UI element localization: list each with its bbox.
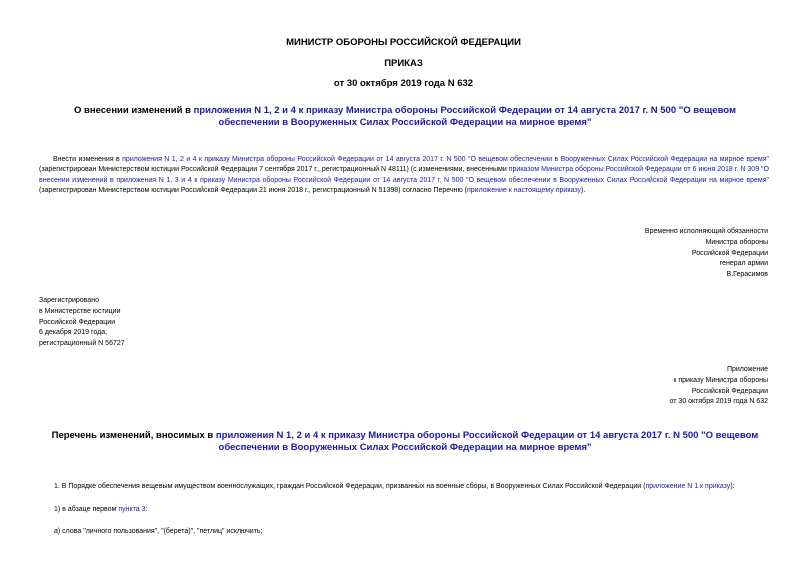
appendix-line: к приказу Министра обороны <box>673 376 768 384</box>
item-text: 1. В Порядке обеспечения вещевым имуществом военнослужащих, граждан Российской Федерации, призванных на военные сборы, в Вооруженных Силах Российской Федерации ( <box>54 483 646 490</box>
body-link-order-309[interactable]: приказом Министра обороны Российской Федерации от 6 июня 2018 г. N 309 "О внесении изменений в приложения N 1, 3 и 4 к приказу Министра обороны Российской Федерации от 14 августа 2017 г. N 500 "О вещевом обеспечении в Вооруженных Силах Российской Федерации на мирное время" <box>39 166 769 184</box>
appendix-block <box>568 365 768 408</box>
signature-line: Российской Федерации <box>691 249 768 257</box>
body-text-3: (зарегистрирован Министерством юстиции Российской Федерации 21 июня 2018 г., регистрационный N 51398) согласно Перечню ( <box>39 186 467 194</box>
registration-line: в Министерстве юстиции <box>39 307 121 315</box>
appendix-line: Приложение <box>726 366 768 373</box>
appendix-line: Российской Федерации <box>691 387 768 395</box>
order-body-paragraph <box>39 155 769 196</box>
registration-line: регистрационный N 56727 <box>39 340 125 348</box>
registration-line: Российской Федерации <box>39 318 116 326</box>
signature-line: В.Герасимов <box>726 271 768 279</box>
order-date-number: от 30 октября 2019 года N 632 <box>333 78 474 89</box>
item-link-appendix-1[interactable]: приложение N 1 к приказу <box>645 483 731 490</box>
body-text-1: Внести изменения в <box>53 156 123 163</box>
item-text: 1) в абзаце первом <box>54 506 119 513</box>
item-text: а) слова "личного пользования", "(берета)", "петлиц" исключить; <box>54 528 263 535</box>
signature-line: генерал армии <box>719 260 768 268</box>
document-title-link[interactable]: приложения N 1, 2 и 4 к приказу Министра обороны Российской Федерации от 14 августа 2017 г. N 500 "О вещевом обеспечении в Вооруженных Силах Российской Федерации на мирное время" <box>193 105 737 128</box>
appendix-line: от 30 октября 2019 года N 632 <box>669 398 768 406</box>
document-title-prefix: О внесении изменений в <box>73 105 194 116</box>
item-link-point-3[interactable]: пункта 3 <box>118 506 146 513</box>
list-title <box>30 430 780 454</box>
minister-heading: МИНИСТР ОБОРОНЫ РОССИЙСКОЙ ФЕДЕРАЦИИ <box>286 37 521 48</box>
list-item-1 <box>54 482 774 492</box>
registration-line: 6 декабря 2019 года, <box>39 329 108 337</box>
registration-block <box>39 296 239 350</box>
signature-line: Министра обороны <box>705 238 768 246</box>
signature-block <box>568 227 768 281</box>
body-text-4: ). <box>581 186 586 194</box>
list-item-3 <box>54 527 774 537</box>
document-title <box>50 105 760 129</box>
item-text-end: ): <box>730 483 735 490</box>
list-item-2 <box>54 505 774 515</box>
item-text-end: : <box>145 506 148 513</box>
body-link-appendices[interactable]: приложения N 1, 2 и 4 к приказу Министра обороны Российской Федерации от 14 августа 2017 г. N 500 "О вещевом обеспечении в Вооруженных Силах Российской Федерации на мирное время" <box>122 156 769 163</box>
order-heading: ПРИКАЗ <box>384 58 423 69</box>
registration-line: Зарегистрировано <box>39 297 99 304</box>
body-text-2: (зарегистрирован Министерством юстиции Российской Федерации 7 сентября 2017 г., регистрационный N 48111) (с изменениями, внесенными <box>39 166 509 174</box>
body-link-appendix[interactable]: приложение к настоящему приказу <box>466 186 581 194</box>
list-title-link[interactable]: приложения N 1, 2 и 4 к приказу Министра обороны Российской Федерации от 14 августа 2017 г. N 500 "О вещевом обеспечении в Вооруженных Силах Российской Федерации на мирное время" <box>215 430 759 453</box>
signature-line: Временно исполняющий обязанности <box>644 228 768 235</box>
list-title-prefix: Перечень изменений, вносимых в <box>51 430 216 441</box>
